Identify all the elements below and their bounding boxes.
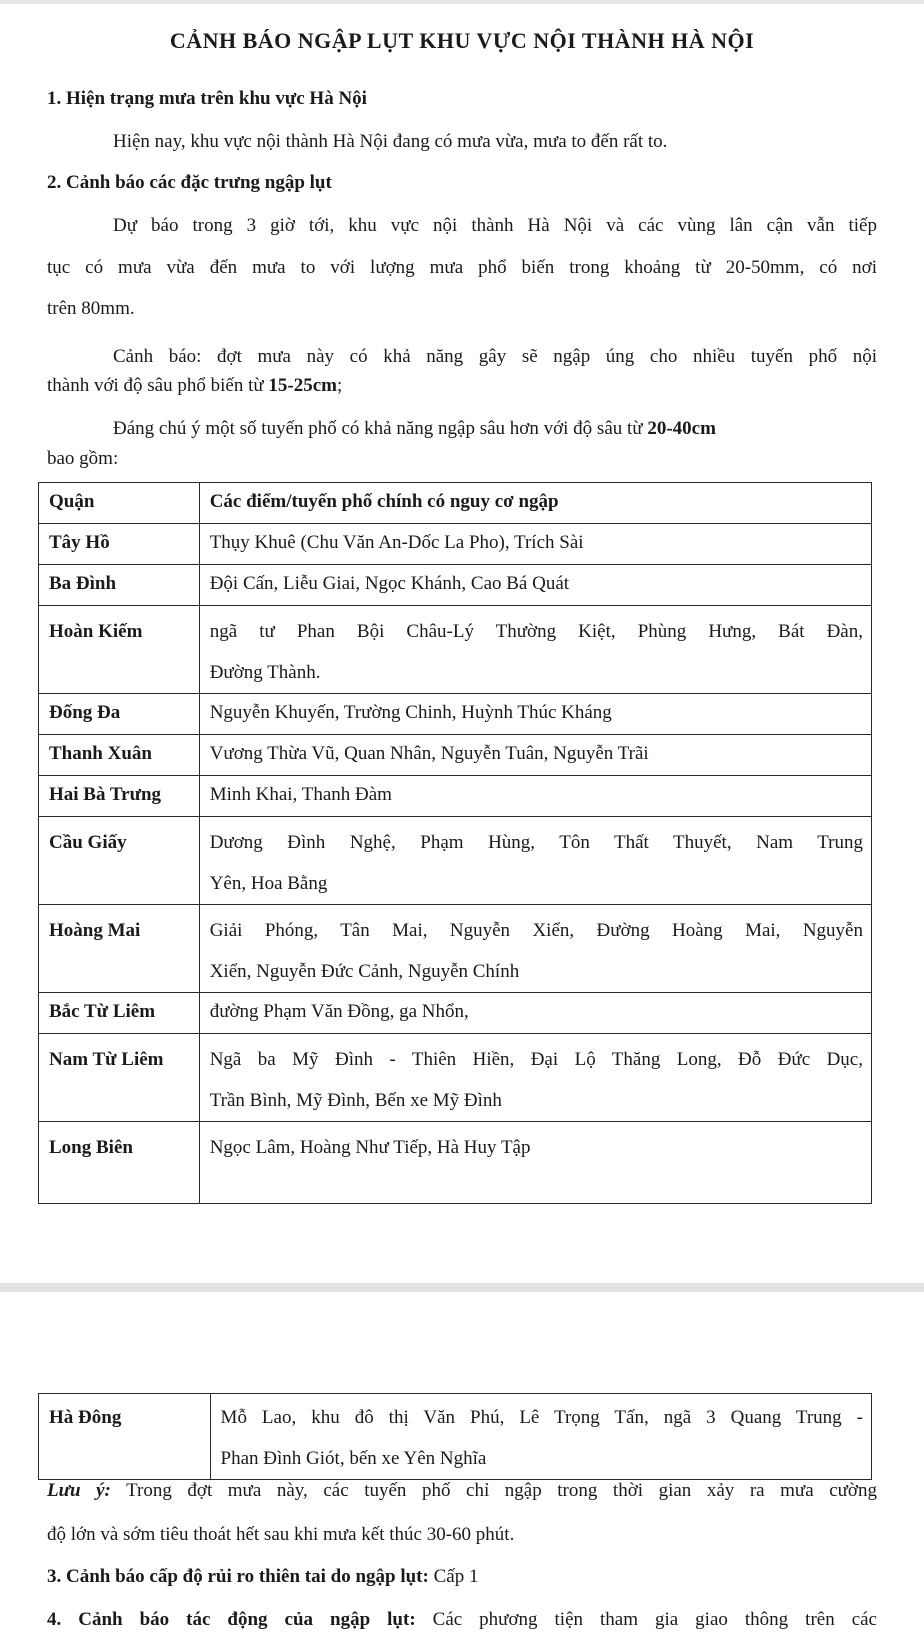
table-row [39,735,872,776]
paragraph-2-line-1: Cảnh báo: đợt mưa này có khả năng gây sẽ ngập úng cho nhiều tuyến phố nội [113,346,877,367]
paragraph-2-line-2: thành với độ sâu phổ biến từ 15-25cm; [47,375,343,396]
points-cell: Dương Đình Nghệ, Phạm Hùng, Tôn Thất Thuyết, Nam Trung Yên, Hoa Bằng [199,817,871,905]
table-row [39,524,872,565]
page-break-band [0,1283,924,1292]
note-line-2: độ lớn và sớm tiêu thoát hết sau khi mưa kết thúc 30-60 phút. [47,1524,515,1545]
section-2-heading: 2. Cảnh báo các đặc trưng ngập lụt [47,172,332,193]
district-cell: Ba Đình [39,565,200,606]
table-row [39,565,872,606]
flood-risk-table [38,482,872,1204]
points-cell: Ngã ba Mỹ Đình - Thiên Hiền, Đại Lộ Thăng Long, Đỗ Đức Dục, Trần Bình, Mỹ Đình, Bến xe Mỹ Đình [199,1034,871,1122]
district-cell: Cầu Giấy [39,817,200,905]
section-3: 3. Cảnh báo cấp độ rủi ro thiên tai do ngập lụt: Cấp 1 [47,1566,479,1587]
district-cell: Thanh Xuân [39,735,200,776]
note-label: Lưu ý: [47,1480,111,1501]
district-cell: Tây Hồ [39,524,200,565]
note-line-1: Lưu ý: Trong đợt mưa này, các tuyến phố chỉ ngập trong thời gian xảy ra mưa cường [47,1480,877,1501]
section-4: 4. Cảnh báo tác động của ngập lụt: Các phương tiện tham gia giao thông trên các [47,1609,877,1630]
points-cell: Mỗ Lao, khu đô thị Văn Phú, Lê Trọng Tấn, ngã 3 Quang Trung - Phan Đình Giót, bến xe Yên Nghĩa [210,1394,871,1480]
table-row [39,694,872,735]
points-cell: ngã tư Phan Bội Châu-Lý Thường Kiệt, Phùng Hưng, Bát Đàn, Đường Thành. [199,606,871,694]
district-cell: Nam Từ Liêm [39,1034,200,1122]
points-cell: Ngọc Lâm, Hoàng Như Tiếp, Hà Huy Tập [199,1122,871,1204]
points-cell: Nguyễn Khuyến, Trường Chinh, Huỳnh Thúc Kháng [199,694,871,735]
table-row [39,606,872,694]
paragraph-3-line-1: Đáng chú ý một số tuyến phố có khả năng ngập sâu hơn với độ sâu từ 20-40cm [113,418,716,439]
points-cell: Giải Phóng, Tân Mai, Nguyễn Xiển, Đường Hoàng Mai, Nguyễn Xiển, Nguyễn Đức Cảnh, Nguyễn Chính [199,905,871,993]
depth-common: 15-25cm [268,375,337,396]
points-cell: Thụy Khuê (Chu Văn An-Dốc La Pho), Trích Sài [199,524,871,565]
points-cell: Vương Thừa Vũ, Quan Nhân, Nguyễn Tuân, Nguyễn Trãi [199,735,871,776]
district-cell: Hai Bà Trưng [39,776,200,817]
section-1-text: Hiện nay, khu vực nội thành Hà Nội đang có mưa vừa, mưa to đến rất to. [113,131,668,152]
table-row [39,1122,872,1204]
district-cell: Hoàn Kiếm [39,606,200,694]
section-1-heading: 1. Hiện trạng mưa trên khu vực Hà Nội [47,88,367,109]
header-points: Các điểm/tuyến phố chính có nguy cơ ngập [199,483,871,524]
paragraph-1-line-3: trên 80mm. [47,298,135,319]
district-cell: Long Biên [39,1122,200,1204]
district-cell: Bắc Từ Liêm [39,993,200,1034]
depth-deep: 20-40cm [647,418,716,439]
district-cell: Đống Đa [39,694,200,735]
paragraph-3-line-2: bao gồm: [47,448,119,469]
points-cell: đường Phạm Văn Đồng, ga Nhổn, [199,993,871,1034]
table-header-row [39,483,872,524]
table-row [39,905,872,993]
flood-risk-table-continued [38,1393,872,1480]
district-cell: Hoàng Mai [39,905,200,993]
table-row [39,993,872,1034]
table-row [39,1034,872,1122]
points-cell: Đội Cấn, Liễu Giai, Ngọc Khánh, Cao Bá Quát [199,565,871,606]
table-row [39,1394,872,1480]
top-edge [0,0,924,4]
document-title: CẢNH BÁO NGẬP LỤT KHU VỰC NỘI THÀNH HÀ NỘI [169,28,755,53]
points-cell: Minh Khai, Thanh Đàm [199,776,871,817]
table-row [39,817,872,905]
paragraph-1-line-2: tục có mưa vừa đến mưa to với lượng mưa phổ biến trong khoảng từ 20-50mm, có nơi [47,257,877,278]
header-district: Quận [39,483,200,524]
district-cell: Hà Đông [39,1394,211,1480]
table-row [39,776,872,817]
paragraph-1-line-1: Dự báo trong 3 giờ tới, khu vực nội thành Hà Nội và các vùng lân cận vẫn tiếp [113,215,877,236]
